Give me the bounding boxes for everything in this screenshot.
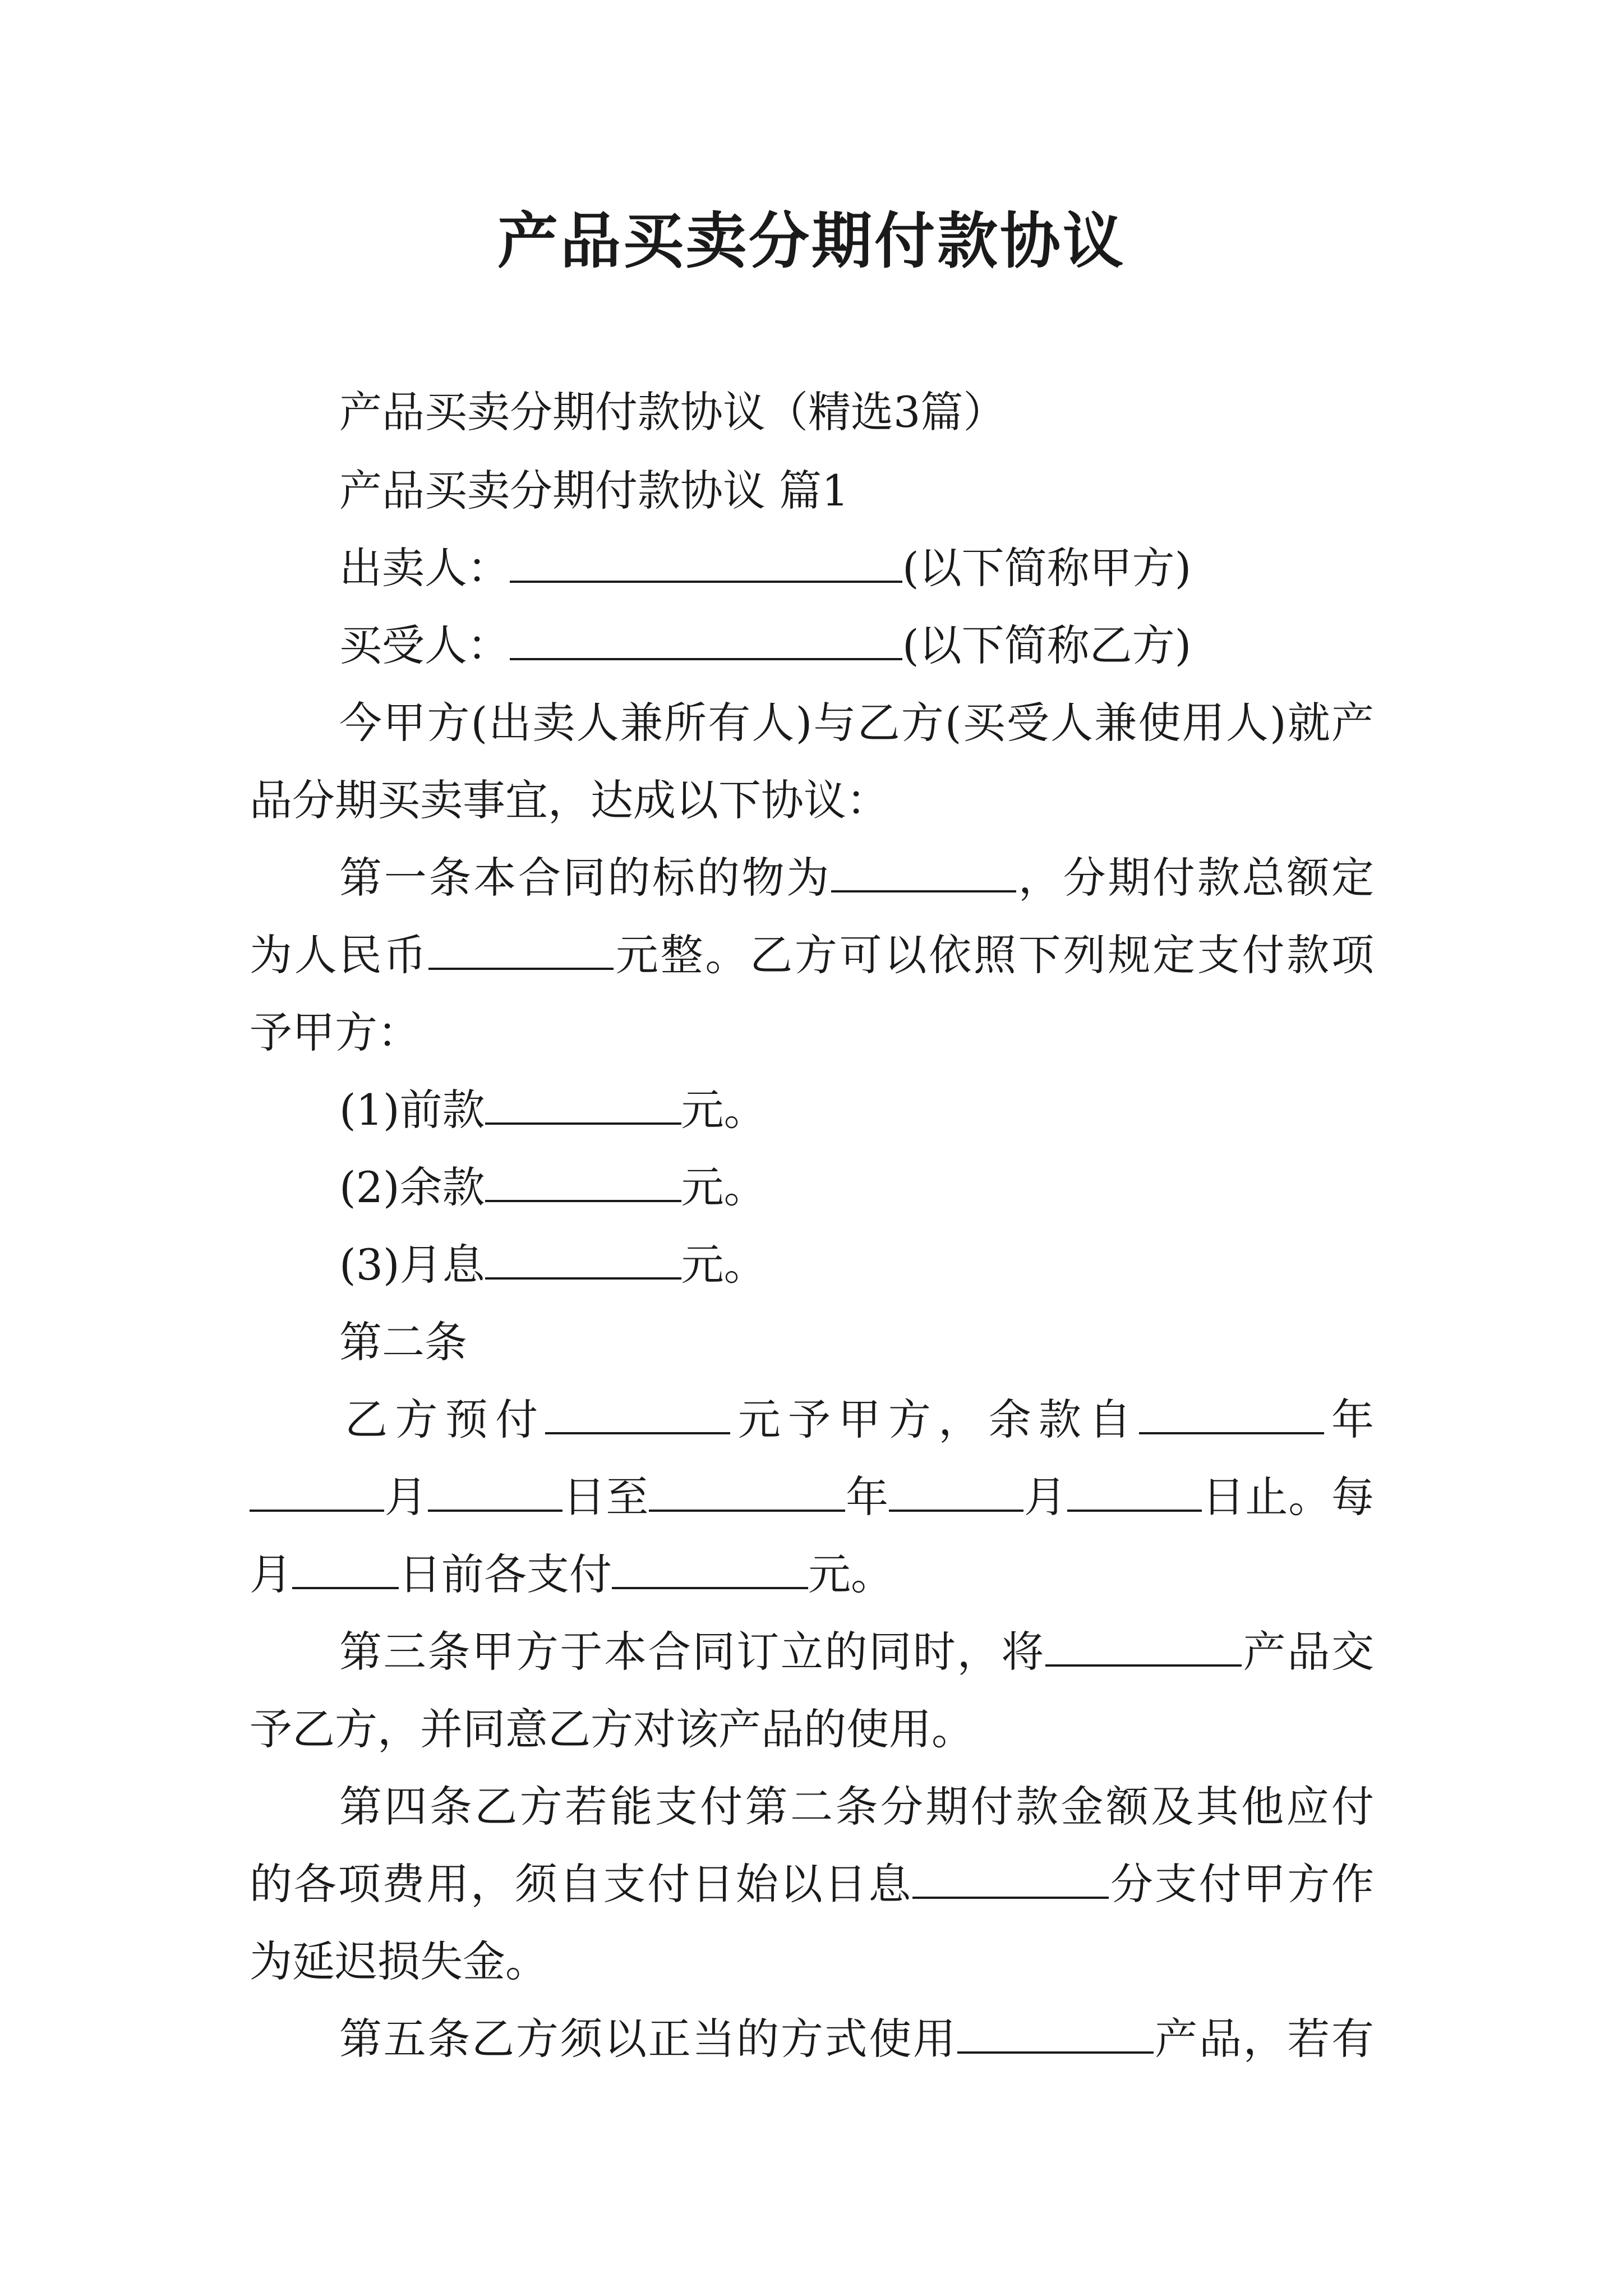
article-2-blank-prepay [545,1393,730,1434]
article-4-line-1: 第四条乙方若能支付第二条分期付款金额及其他应付 [339,1782,1374,1832]
article-2-text-j: 日前各支付 [399,1549,612,1599]
article-4-text-a: 的各项费用，须自支付日始以日息 [250,1859,913,1909]
article-2-text-b: 元予甲方，余款自 [730,1395,1139,1444]
article-1-blank-subject [831,851,1016,892]
item-2-label: (2)余款 [339,1162,485,1212]
buyer-label: 买受人： [339,620,510,670]
article-1-text-c: 为人民币 [250,930,429,980]
item-2 [339,1157,767,1218]
article-2-text-d: 月 [384,1472,428,1522]
article-2-blank-pay-day [292,1548,399,1589]
buyer-line [339,615,1191,677]
article-4-line-2 [250,1853,1374,1915]
article-2-blank-end-month [889,1470,1023,1512]
article-2-text-g: 月 [1023,1472,1067,1522]
article-2-text-c: 年 [1324,1395,1375,1444]
subtitle: 产品买卖分期付款协议（精选3篇） [339,387,1006,437]
article-4-blank-interest [912,1857,1109,1899]
intro-line-1: 今甲方(出卖人兼所有人)与乙方(买受人兼使用人)就产 [339,698,1374,748]
article-2-heading: 第二条 [339,1317,467,1367]
article-1-text-a: 第一条本合同的标的物为 [339,853,832,903]
seller-line [339,537,1191,599]
article-2-text-e: 日至 [562,1472,649,1522]
item-3-label: (3)月息 [339,1240,485,1290]
article-5-text-a: 第五条乙方须以正当的方式使用 [339,2014,957,2064]
item-3-unit: 元。 [681,1240,767,1290]
article-2-line-1 [345,1389,1374,1451]
buyer-blank [510,619,902,660]
intro-line-2: 品分期买卖事宜，达成以下协议： [250,775,889,825]
article-1-line-3: 予甲方： [250,1007,420,1057]
article-5-line-1 [339,2008,1374,2070]
article-3-line-2: 予乙方，并同意乙方对该产品的使用。 [250,1704,974,1754]
article-3-text-b: 产品交 [1241,1627,1375,1677]
article-2-text-a: 乙方预付 [345,1395,546,1444]
article-1-text-b: ，分期付款总额定 [1016,853,1375,903]
article-4-text-b: 分支付甲方作 [1109,1859,1375,1909]
article-5-blank-product [957,2012,1154,2054]
item-1-unit: 元。 [681,1085,767,1135]
article-3-blank-product [1045,1625,1242,1667]
item-2-unit: 元。 [681,1162,767,1212]
seller-note: (以下简称甲方) [902,543,1192,593]
article-3-text-a: 第三条甲方于本合同订立的同时，将 [339,1627,1045,1677]
article-5-text-b: 产品，若有 [1153,2014,1375,2064]
seller-blank [510,541,902,583]
item-3-blank [485,1238,681,1280]
seller-label: 出卖人： [339,543,510,593]
article-2-text-i: 月 [250,1549,292,1599]
article-2-blank-end-day [1067,1470,1202,1512]
article-2-blank-end-year [649,1470,845,1512]
item-1-blank [485,1083,681,1125]
article-1-line-2 [250,924,1374,986]
article-2-blank-start-year [1139,1393,1324,1434]
article-2-text-f: 年 [845,1472,889,1522]
document-title: 产品买卖分期付款协议 [497,206,1126,277]
section-heading: 产品买卖分期付款协议 篇1 [339,466,849,516]
article-2-blank-start-day [428,1470,562,1512]
article-1-line-1 [339,847,1374,909]
article-1-text-d: 元整。乙方可以依照下列规定支付款项 [614,930,1375,980]
article-2-line-2 [250,1466,1374,1528]
article-1-blank-amount [428,928,614,970]
article-2-text-k: 元。 [808,1549,893,1599]
item-2-blank [485,1161,681,1202]
article-2-blank-start-month [250,1470,384,1512]
buyer-note: (以下简称乙方) [902,620,1192,670]
article-2-line-3 [250,1544,893,1605]
article-2-text-h: 日止。每 [1201,1472,1375,1522]
article-2-blank-installment [612,1548,808,1589]
item-1 [339,1079,767,1141]
article-3-line-1 [339,1621,1374,1683]
item-1-label: (1)前款 [339,1085,485,1135]
item-3 [339,1234,767,1296]
article-4-line-3: 为延迟损失金。 [250,1936,548,1986]
